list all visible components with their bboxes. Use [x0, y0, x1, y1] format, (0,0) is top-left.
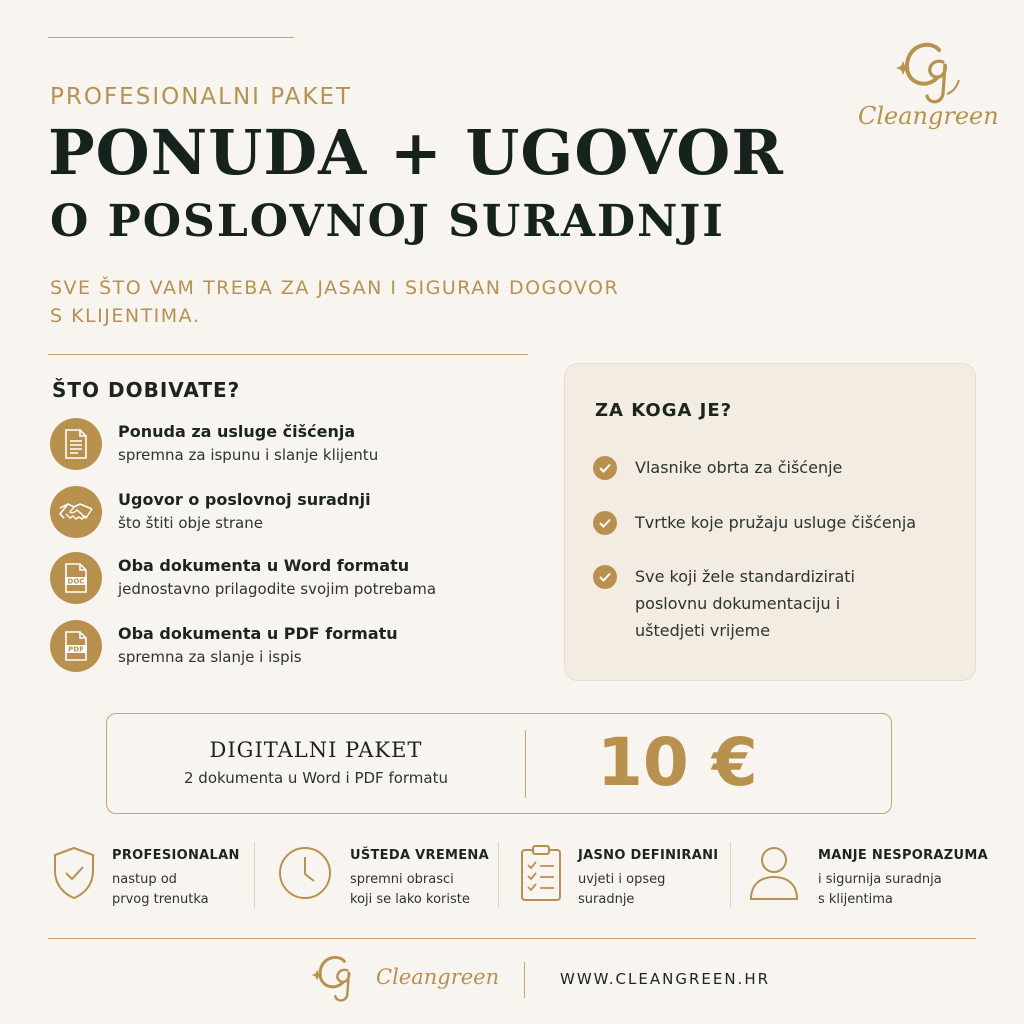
benefit-line: suradnje	[578, 892, 635, 907]
feature-subtitle: što štiti obje strane	[118, 514, 263, 532]
eyebrow-label: PROFESIONALNI PAKET	[50, 84, 353, 110]
benefit-text	[818, 870, 942, 910]
document-icon	[50, 418, 102, 470]
website-link[interactable]: WWW.CLEANGREEN.HR	[560, 970, 771, 988]
clipboard-checklist-icon	[518, 842, 564, 904]
footer-brand-name: Cleangreen	[376, 965, 500, 989]
features-heading: ŠTO DOBIVATE?	[52, 378, 241, 402]
cg-monogram-icon	[891, 36, 965, 108]
feature-subtitle: jednostavno prilagodite svojim potrebama	[118, 580, 437, 598]
pdf-badge: PDF	[68, 645, 84, 654]
benefit-title: JASNO DEFINIRANI	[578, 848, 719, 863]
doc-badge: DOC	[67, 577, 85, 586]
feature-item	[50, 418, 520, 474]
page-subtitle	[50, 274, 650, 330]
benefit-line: s klijentima	[818, 892, 893, 907]
pricing-subtitle: 2 dokumenta u Word i PDF formatu	[183, 769, 448, 787]
benefit-separator	[730, 842, 731, 908]
benefit-separator	[254, 842, 255, 908]
audience-panel	[564, 363, 976, 681]
price-value: 10 €	[597, 724, 758, 801]
feature-title: Oba dokumenta u PDF formatu	[118, 624, 398, 643]
benefit-line: prvog trenutka	[112, 892, 209, 907]
feature-item	[50, 486, 520, 542]
page-title-line2: O POSLOVNOJ SURADNJI	[50, 196, 725, 247]
feature-title: Ponuda za usluge čišćenja	[118, 422, 356, 441]
benefit-line: nastup od	[112, 872, 177, 887]
brand-name: Cleangreen	[858, 102, 999, 130]
benefit-line: spremni obrasci	[350, 872, 454, 887]
subtitle-line1: SVE ŠTO VAM TREBA ZA JASAN I SIGURAN DOGOVOR	[50, 277, 620, 299]
benefit-line: uvjeti i opseg	[578, 872, 666, 887]
feature-subtitle: spremna za ispunu i slanje klijentu	[118, 446, 379, 464]
benefit-item	[48, 838, 248, 918]
cg-monogram-icon	[308, 950, 364, 1006]
footer-divider	[48, 938, 976, 939]
section-divider	[48, 354, 528, 355]
pdf-file-icon	[50, 620, 102, 672]
audience-text: Tvrtke koje pružaju usluge čišćenja	[635, 513, 917, 532]
subtitle-line2: S KLIJENTIMA.	[50, 305, 201, 327]
benefit-title: PROFESIONALAN	[112, 848, 240, 863]
brand-logo	[858, 36, 998, 140]
feature-item	[50, 620, 520, 676]
checkmark-icon	[593, 456, 617, 480]
pricing-box	[106, 713, 892, 814]
benefit-text	[112, 870, 209, 910]
feature-item	[50, 552, 520, 608]
shield-check-icon	[48, 842, 100, 904]
page-title: PONUDA + UGOVOR	[48, 116, 784, 189]
audience-heading: ZA KOGA JE?	[595, 400, 733, 421]
benefit-text	[350, 870, 470, 910]
doc-file-icon	[50, 552, 102, 604]
benefit-title: UŠTEDA VREMENA	[350, 848, 489, 863]
checkmark-icon	[593, 511, 617, 535]
clock-icon	[276, 842, 334, 904]
pricing-divider	[525, 730, 526, 798]
footer-logo	[308, 950, 364, 1010]
benefit-separator	[498, 842, 499, 908]
feature-subtitle: spremna za slanje i ispis	[118, 648, 302, 666]
footer-separator	[524, 962, 525, 998]
pricing-title: DIGITALNI PAKET	[209, 738, 423, 762]
user-icon	[748, 842, 800, 904]
benefit-item	[518, 838, 728, 918]
benefit-item	[276, 838, 496, 918]
benefit-text	[578, 870, 665, 910]
feature-title: Oba dokumenta u Word formatu	[118, 556, 410, 575]
handshake-icon	[50, 486, 102, 538]
benefit-title: MANJE NESPORAZUMA	[818, 848, 988, 863]
benefit-line: i sigurnija suradnja	[818, 872, 942, 887]
audience-text: Sve koji žele standardizirati poslovnu dokumentaciju i uštedjeti vrijeme	[635, 567, 855, 640]
checkmark-icon	[593, 565, 617, 589]
audience-text: Vlasnike obrta za čišćenje	[635, 458, 843, 477]
benefit-line: koji se lako koriste	[350, 892, 470, 907]
top-divider	[48, 37, 294, 38]
feature-title: Ugovor o poslovnoj suradnji	[118, 490, 371, 509]
benefit-item	[748, 838, 988, 918]
